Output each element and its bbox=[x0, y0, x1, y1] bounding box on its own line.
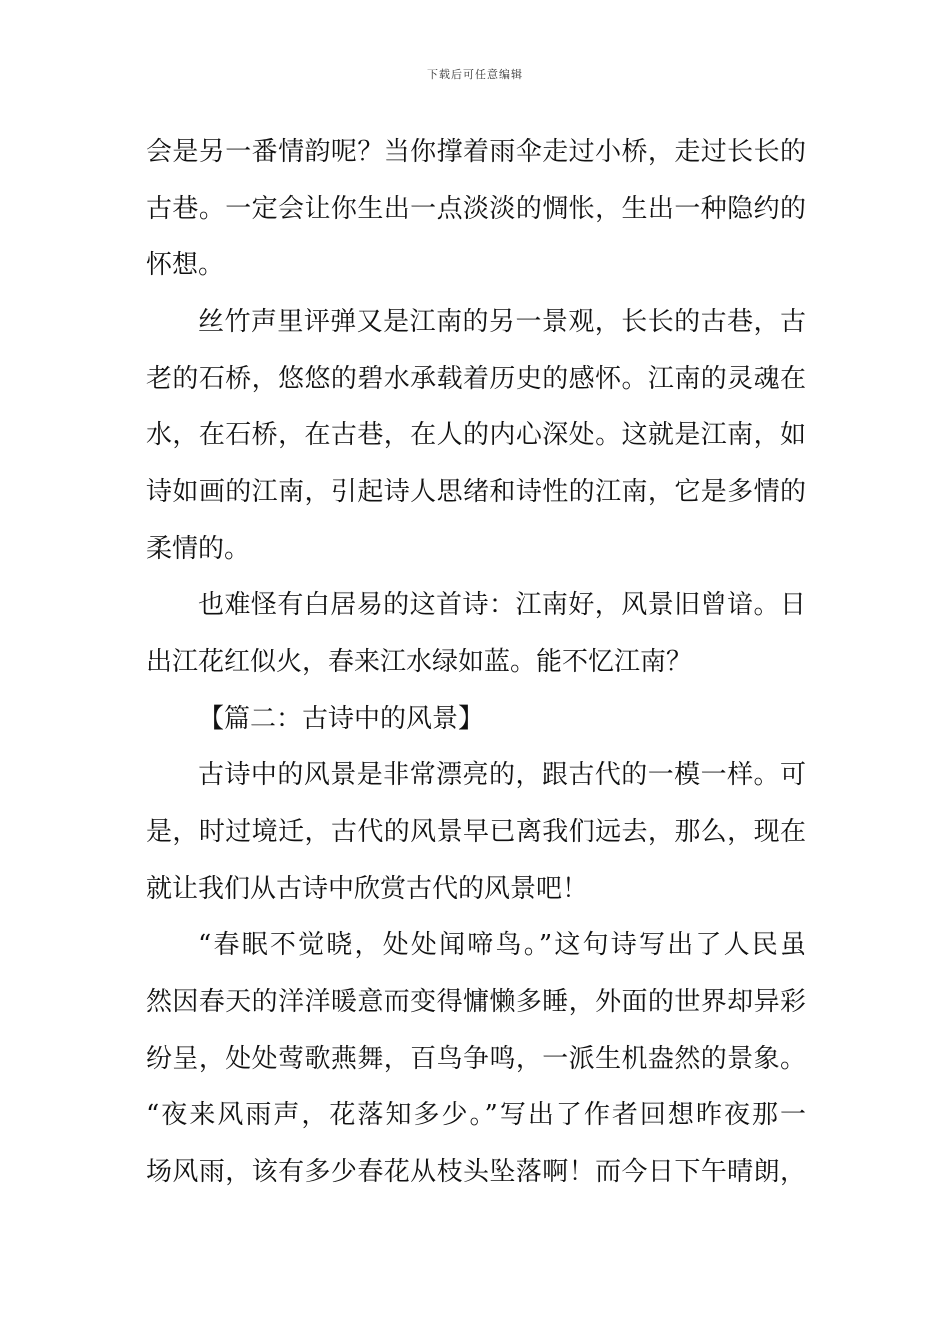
text-line: 场风雨，该有多少春花从枝头坠落啊！而今日下午晴朗， bbox=[146, 1157, 806, 1187]
text-line: 诗如画的江南，引起诗人思绪和诗性的江南，它是多情的 bbox=[146, 477, 806, 507]
page-header: 下载后可任意编辑 bbox=[427, 68, 523, 81]
text-line: “夜来风雨声，花落知多少。”写出了作者回想昨夜那一 bbox=[146, 1100, 806, 1130]
text-line: 柔情的。 bbox=[146, 534, 251, 564]
text-line: 是，时过境迁，古代的风景早已离我们远去，那么，现在 bbox=[146, 817, 806, 847]
text-line: 出江花红似火，春来江水绿如蓝。能不忆江南？ bbox=[146, 647, 693, 677]
text-line: 古巷。一定会让你生出一点淡淡的惆怅，生出一种隐约的 bbox=[146, 194, 806, 224]
text-line: 然因春天的洋洋暖意而变得慵懒多睡，外面的世界却异彩 bbox=[146, 987, 806, 1017]
text-line: 丝竹声里评弹又是江南的另一景观，长长的古巷，古 bbox=[198, 307, 806, 337]
text-line: 水，在石桥，在古巷，在人的内心深处。这就是江南，如 bbox=[146, 420, 806, 450]
text-line: 就让我们从古诗中欣赏古代的风景吧！ bbox=[146, 874, 589, 904]
text-line: 古诗中的风景是非常漂亮的，跟古代的一模一样。可 bbox=[198, 760, 806, 790]
text-line: 怀想。 bbox=[146, 250, 225, 280]
text-line: 也难怪有白居易的这首诗：江南好，风景旧曾谙。日 bbox=[198, 590, 806, 620]
section-heading: 【篇二：古诗中的风景】 bbox=[198, 704, 485, 734]
text-line: 老的石桥，悠悠的碧水承载着历史的感怀。江南的灵魂在 bbox=[146, 364, 806, 394]
text-line: 纷呈，处处莺歌燕舞，百鸟争鸣，一派生机盎然的景象。 bbox=[146, 1044, 806, 1074]
text-line: 会是另一番情韵呢？当你撑着雨伞走过小桥，走过长长的 bbox=[146, 137, 806, 167]
text-line: “春眠不觉晓，处处闻啼鸟。”这句诗写出了人民虽 bbox=[198, 930, 806, 960]
